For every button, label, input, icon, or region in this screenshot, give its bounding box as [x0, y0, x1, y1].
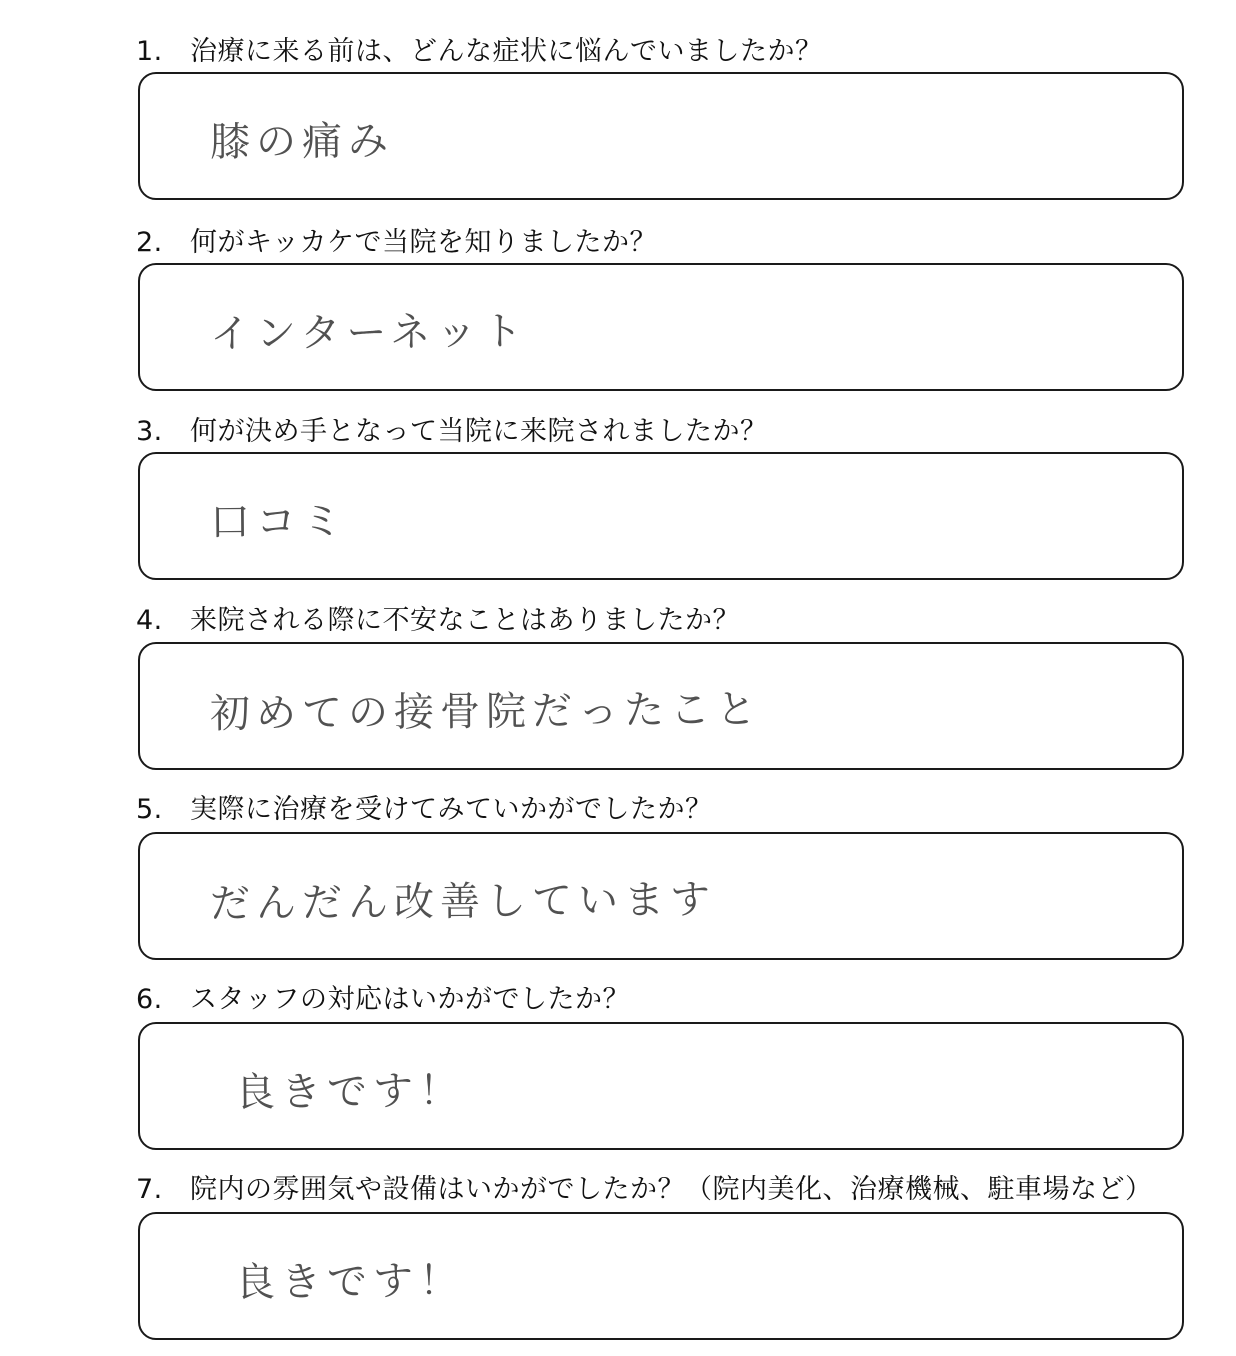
question-text: スタッフの対応はいかがでしたか？ [190, 984, 630, 1015]
question-2 [136, 227, 657, 259]
question-number: 2. [136, 227, 163, 258]
question-text: 院内の雰囲気や設備はいかがでしたか？（院内美化、治療機械、駐車場など） [190, 1174, 1153, 1205]
question-text: 何が決め手となって当院に来院されましたか？ [190, 416, 768, 447]
question-number: 1. [136, 36, 163, 67]
question-number: 5. [136, 794, 163, 825]
question-number: 4. [136, 605, 163, 636]
answer-text: だんだん改善しています [209, 876, 717, 928]
question-number: 6. [136, 984, 163, 1015]
answer-box-2 [138, 263, 1184, 391]
answer-text: 良きです！ [234, 1257, 466, 1307]
answer-text: インターネット [209, 308, 529, 358]
question-4 [136, 605, 740, 637]
question-6 [136, 984, 630, 1016]
question-7 [136, 1174, 1153, 1206]
question-3 [136, 416, 768, 448]
question-1 [136, 36, 823, 68]
question-text: 何がキッカケで当院を知りましたか？ [190, 227, 657, 258]
answer-box-3 [138, 452, 1184, 580]
answer-text: 初めての接骨院だったこと [209, 686, 763, 738]
question-5 [136, 794, 713, 826]
question-text: 治療に来る前は、どんな症状に悩んでいましたか？ [190, 36, 823, 67]
question-text: 実際に治療を受けてみていかがでしたか？ [190, 794, 713, 825]
answer-text: 口コミ [209, 498, 349, 546]
answer-box-5 [138, 832, 1184, 960]
answer-box-4 [138, 642, 1184, 770]
answer-box-1 [138, 72, 1184, 200]
question-number: 3. [136, 416, 163, 447]
answer-text: 良きです！ [234, 1067, 466, 1117]
answer-box-6 [138, 1022, 1184, 1150]
question-number: 7. [136, 1174, 163, 1205]
answer-text: 膝の痛み [209, 118, 395, 166]
question-text: 来院される際に不安なことはありましたか？ [190, 605, 740, 636]
answer-box-7 [138, 1212, 1184, 1340]
